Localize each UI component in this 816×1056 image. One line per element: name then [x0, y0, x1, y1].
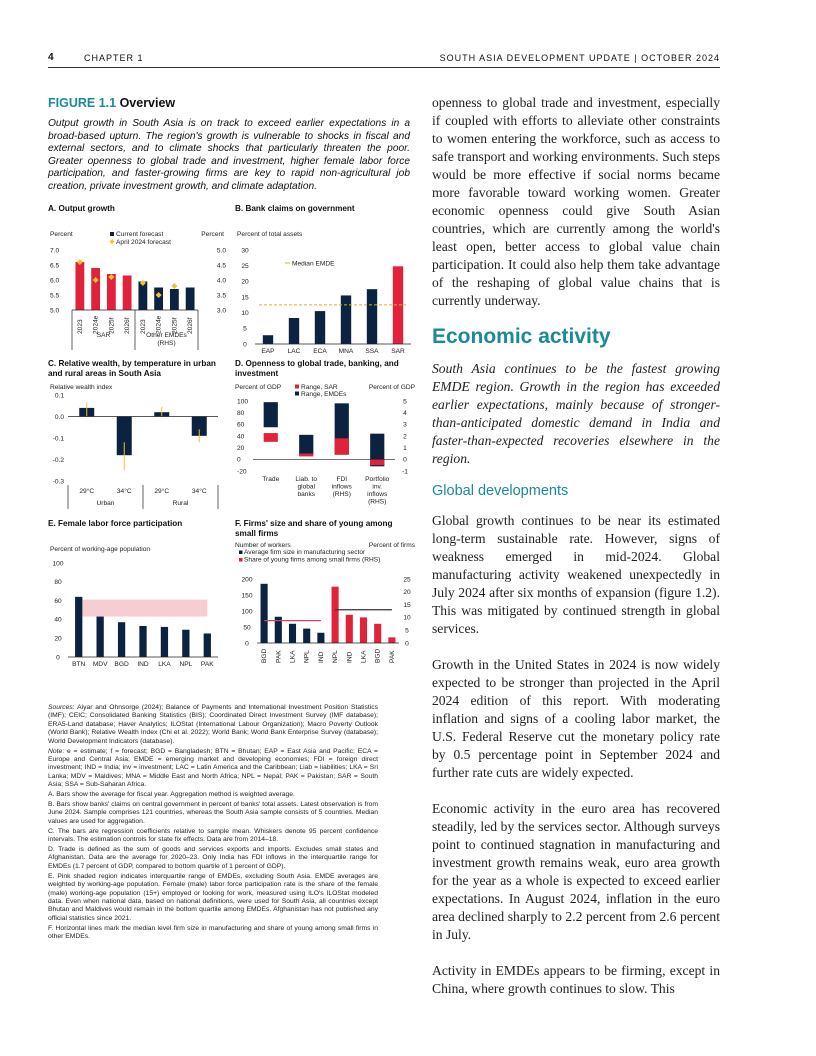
- body-paragraph: Economic activity in the euro area has recovered steadily, led by the services sector. Although surveys point to continued stagnation in manufacturing and investment growth remains weak, euro area growth for the year as a whole is expected to exceed earlier expectations. In August 2024, inflation in the euro area declined sharply to 2.2 percent from 2.6 percent in July.: [432, 801, 720, 942]
- tick-label-right: 3.0: [216, 306, 226, 314]
- bar: [374, 623, 381, 642]
- category-label: 2023: [139, 318, 147, 334]
- category-label: SAR: [391, 347, 405, 354]
- figure-notes: [48, 704, 378, 943]
- tick-label-right: 3.5: [216, 291, 226, 299]
- category-label: Portfolio: [365, 475, 390, 483]
- category-label: inv.: [372, 483, 383, 491]
- bar: [182, 629, 189, 656]
- tick-label-right: 0: [405, 639, 409, 647]
- figure-subtitle: Output growth in South Asia is on track to exceed earlier expectations in a broad-based upturn. The region's growth is vulnerable to shocks in fiscal and external sectors, and to climate shocks that particularly threaten the poor. Greater openness to global trade and investment, higher female labor force participation, and faster-growing firms are key to rapid non-agricultural job creation, private investment growth, and climate adaptation.: [48, 118, 410, 192]
- panel-a-title: A. Output growth: [48, 203, 115, 213]
- note-b: B. Bars show banks' claims on central government in percent of banks' total assets. Latest observation is from June 2024. Sample comprises 121 countries, whereas the South Asia sample consists of 5 countries. Median values are used for aggregation.: [48, 800, 378, 825]
- chart-female-lfp: [48, 541, 228, 681]
- tick-label: 80: [237, 409, 245, 417]
- category-label: ECA: [313, 347, 327, 354]
- legend-label: Median EMDE: [292, 260, 335, 268]
- category-label: (RHS): [368, 498, 387, 506]
- tick-label: 10: [241, 309, 249, 317]
- body-paragraph: Global growth continues to be near its estimated long-term sustainable rate. However, signs of weakness emerged in mid-2024. Global manufacturing activity weakened unexpectedly in July 2024 after six months of expansion (figure 1.2). This was mitigated by continued strength in global services.: [432, 513, 720, 636]
- tick-label-right: 0: [403, 456, 407, 464]
- chart-output-growth: [48, 226, 228, 354]
- note-f: F. Horizontal lines mark the median level firm size in manufacturing and share of young among small firms in other EMDEs.: [48, 924, 378, 941]
- panel-c: [48, 359, 228, 514]
- note-e: E. Pink shaded region indicates interquartile range of EMDEs, excluding South Asia. EMDE averages are weighted by working-age population. Female (male) labor force participation rate is the share of the female (male) working-age population (15+) employed or looking for work, measured using ILO's ILOStat modeled data. Even when national data, based on national definitions, were used for South Asia, all countries except Bhutan and Maldives would remain in the bottom quartile among EMDEs. Afghanistan has not published any official statistics since 2021.: [48, 872, 378, 922]
- y-axis-label: Percent of GDP: [235, 383, 282, 391]
- category-label: LKA: [360, 650, 368, 663]
- bar: [186, 287, 195, 310]
- category-label: BGD: [114, 660, 129, 668]
- bar: [97, 616, 104, 656]
- bar: [161, 626, 168, 656]
- tick-label-right: 5: [403, 397, 407, 405]
- legend-swatch: [239, 550, 243, 554]
- category-label: Liab. to: [295, 475, 318, 483]
- group-label: Other EMDEs: [146, 331, 187, 339]
- tick-label: 100: [241, 607, 253, 615]
- tick-label: 5.5: [50, 291, 60, 299]
- bar: [261, 583, 268, 642]
- forecast-marker: [171, 283, 177, 289]
- bar: [154, 287, 163, 310]
- legend-swatch: [295, 384, 299, 388]
- category-label: MNA: [338, 347, 354, 354]
- category-label: NPL: [303, 649, 311, 663]
- tick-label: 0: [237, 456, 241, 464]
- bar: [317, 632, 324, 642]
- y-axis-label: Relative wealth index: [50, 383, 113, 391]
- panel-a: [48, 204, 228, 359]
- category-label: NPL: [179, 660, 193, 668]
- category-label: MDV: [92, 660, 108, 668]
- emde-range-bar: [299, 434, 313, 454]
- tick-label: 0.1: [54, 391, 64, 399]
- chart-relative-wealth: [48, 381, 228, 509]
- tick-label-right: 2: [403, 432, 407, 440]
- bar: [303, 628, 310, 642]
- tick-label: 60: [54, 597, 62, 605]
- category-label: PAK: [275, 649, 283, 663]
- legend-swatch: [110, 232, 114, 236]
- figure-name: Overview: [119, 96, 176, 110]
- category-label: 2024e: [155, 315, 163, 334]
- category-label: 2026f: [124, 317, 132, 334]
- group-label: SAR: [96, 331, 111, 339]
- category-label: 29°C: [79, 487, 95, 495]
- figure-title: [48, 96, 410, 110]
- category-label: IND: [346, 651, 354, 663]
- tick-label-right: 1: [403, 444, 407, 452]
- tick-label: 30: [241, 246, 249, 254]
- panel-e: [48, 519, 228, 686]
- bar: [388, 637, 395, 643]
- category-label: IND: [137, 660, 149, 668]
- note-d: D. Trade is defined as the sum of goods and services exports and imports. Excludes small states and Afghanistan. Data are the average for 2020–23. Only India has FDI inflows in the interquartile range for EMDEs (1.7 percent of GDP, compared to bottom quartile of 1 percent of GDP).: [48, 846, 378, 870]
- note-c: C. The bars are regression coefficients relative to sample mean. Whiskers denote 95 percent confidence intervals. The estimation controls for state fix effects. Data are from 2014–18.: [48, 827, 378, 844]
- tick-label: 100: [237, 397, 249, 405]
- panel-e-title: E. Female labor force participation: [48, 518, 183, 528]
- subsection-heading-global-developments: Global developments: [432, 483, 569, 499]
- category-label: LKA: [158, 660, 171, 668]
- tick-label: 20: [241, 278, 249, 286]
- tick-label: 150: [241, 591, 253, 599]
- sar-range-bar: [335, 438, 349, 454]
- bar: [315, 311, 325, 344]
- panel-d-title: D. Openness to global trade, banking, and investment: [235, 358, 399, 378]
- tick-label: -0.3: [52, 477, 64, 485]
- category-label: IND: [317, 651, 325, 663]
- bar: [75, 262, 84, 310]
- report-title: SOUTH ASIA DEVELOPMENT UPDATE | OCTOBER 2024: [439, 53, 720, 63]
- tick-label: 40: [237, 432, 245, 440]
- bar: [367, 289, 377, 344]
- y-axis-label-right: Percent: [201, 230, 224, 238]
- tick-label: 80: [54, 578, 62, 586]
- chart-firms: [235, 541, 415, 686]
- category-label: BGD: [374, 648, 382, 663]
- chart-bank-claims: [235, 226, 415, 354]
- category-label: EAP: [261, 347, 275, 354]
- category-label: 2025f: [108, 317, 116, 334]
- bar: [332, 586, 339, 642]
- legend-marker: [110, 239, 115, 244]
- bar: [170, 289, 179, 310]
- tick-label: -0.1: [52, 434, 64, 442]
- legend-label: April 2024 forecast: [116, 238, 171, 246]
- body-paragraph: Growth in the United States in 2024 is now widely expected to be stronger than projected in the April 2024 edition of this report. With moderating inflation and signs of a cooling labor market, the U.S. Federal Reserve cut the monetary policy rate by 0.5 percentage point in September 2024 and further rate cuts are widely expected.: [432, 657, 720, 780]
- tick-label: 5.0: [50, 306, 60, 314]
- y-axis-label: Number of workers: [235, 541, 291, 549]
- bar: [123, 275, 132, 310]
- sar-range-bar: [299, 453, 313, 456]
- tick-label: 40: [54, 616, 62, 624]
- category-label: global: [297, 483, 316, 491]
- legend-label: Current forecast: [116, 230, 164, 238]
- tick-label: -0.2: [52, 456, 64, 464]
- abbrev-note: Note: e = estimate; f = forecast; BGD = Bangladesh; BTN = Bhutan; EAP = East Asia and Pacific; ECA = Europe and Central Asia; EMDE = emerging market and developing economies; FDI = foreign direct investment; IND = India; inv = investment; LAC = Latin America and the Caribbean; Liab = liabilities; LKA = Sri Lanka; MDV = Maldives; MNA = Middle East and North Africa; NPL = Nepal; PAK = Pakistan; SAR = South Asia; SSA = Sub-Saharan Africa.: [48, 747, 378, 789]
- tick-label: -20: [237, 467, 247, 475]
- category-label: 2024e: [92, 315, 100, 334]
- bar: [139, 626, 146, 657]
- chapter-label: CHAPTER 1: [84, 53, 144, 63]
- bar: [118, 622, 125, 657]
- category-label: inflows: [367, 490, 388, 498]
- sources-note: Sources: Aiyar and Ohnsorge (2024); Balance of Payments and International Investment Position Statistics (IMF); CEIC; Consolidated Banking Statistics (BIS); Coordinated Direct Investment Survey (IMF database); ERA5-Land database; Haver Analytics; ILOStat (International Labour Organization); Macro Poverty Outlook (World Bank); Relative Wealth Index (Chi et al. 2022); World Bank; World Bank Enterprise Survey (database); World Development Indicators (database).: [48, 704, 378, 745]
- bar: [204, 633, 211, 657]
- tick-label: 0: [56, 653, 60, 661]
- category-label: 2025f: [171, 317, 179, 334]
- bar: [360, 617, 367, 643]
- y-axis-label-right: Percent of firms: [368, 541, 415, 549]
- tick-label-right: 5: [405, 627, 409, 635]
- tick-label: 60: [237, 421, 245, 429]
- tick-label: 5: [243, 325, 247, 333]
- category-label: BGD: [261, 648, 269, 663]
- page-number: 4: [48, 52, 55, 63]
- category-label: 34°C: [191, 487, 207, 495]
- tick-label: 20: [237, 444, 245, 452]
- body-paragraph: openness to global trade and investment, especially if coupled with efforts to alleviate other constraints to women entering the workforce, such as access to safe transport and working environments. Such steps would be more effective if social norms became more favorable toward working women. Greater economic openness could give South Asian countries, which are currently among the world's least open, better access to global value chain participation. It could also help them take advantage of the reshaping of global value chains that is currently underway.: [432, 95, 720, 308]
- legend-swatch: [295, 391, 299, 395]
- category-label: Trade: [262, 475, 280, 483]
- figure-number: FIGURE 1.1: [48, 96, 117, 110]
- tick-label-right: 15: [403, 601, 411, 609]
- tick-label: 200: [241, 575, 253, 583]
- category-label: 2023: [76, 318, 84, 334]
- note-a: A. Bars show the average for fiscal year. Aggregation method is weighted average.: [48, 791, 295, 799]
- category-label: inflows: [331, 483, 352, 491]
- legend-label: Average firm size in manufacturing sector: [244, 548, 366, 556]
- sar-range-bar: [264, 433, 278, 442]
- figure-panels: [48, 203, 415, 679]
- legend-label: Range, SAR: [301, 383, 338, 391]
- tick-label: 100: [52, 559, 64, 567]
- bar: [289, 318, 299, 344]
- panel-f-title: F. Firms' size and share of young among small firms: [235, 518, 393, 538]
- y-axis-label: Percent: [50, 230, 73, 238]
- tick-label: 7.0: [50, 246, 60, 254]
- tick-label-right: -1: [402, 467, 408, 475]
- panel-d: [235, 359, 415, 526]
- category-label: FDI: [336, 475, 348, 483]
- category-label: 29°C: [154, 487, 170, 495]
- section-heading-economic-activity: Economic activity: [432, 325, 611, 348]
- category-label: NPL: [332, 649, 340, 663]
- bar: [341, 295, 351, 344]
- bar: [289, 623, 296, 642]
- body-paragraph: Activity in EMDEs appears to be firming, except in China, where growth continues to slow. This: [432, 963, 720, 996]
- tick-label-right: 4.0: [216, 276, 226, 284]
- sar-range-bar: [370, 459, 384, 465]
- tick-label: 6.0: [50, 276, 60, 284]
- tick-label-right: 25: [403, 575, 411, 583]
- category-label: 34°C: [116, 487, 132, 495]
- tick-label: 0: [245, 639, 249, 647]
- bar: [263, 335, 273, 344]
- category-label: BTN: [72, 660, 86, 668]
- tick-label-right: 4: [403, 409, 407, 417]
- y-axis-label: Percent of total assets: [237, 230, 303, 238]
- tick-label-right: 4.5: [216, 261, 226, 269]
- emde-range-bar: [264, 402, 278, 427]
- page-header: [48, 52, 720, 68]
- tick-label: 0: [243, 340, 247, 348]
- tick-label-right: 10: [403, 614, 411, 622]
- y-axis-label-right: Percent of GDP: [368, 383, 415, 391]
- tick-label: 50: [243, 623, 251, 631]
- tick-label: 20: [54, 635, 62, 643]
- figure-column: [48, 96, 415, 679]
- tick-label: 6.5: [50, 261, 60, 269]
- legend-label: Range, EMDEs: [301, 390, 347, 398]
- panel-b-title: B. Bank claims on government: [235, 203, 355, 213]
- tick-label: 25: [241, 262, 249, 270]
- bar: [346, 614, 353, 642]
- panel-c-title: C. Relative wealth, by temperature in urban and rural areas in South Asia: [48, 358, 216, 378]
- legend-label: Share of young firms among small firms (RHS): [244, 556, 381, 564]
- category-label: (RHS): [332, 490, 351, 498]
- group-label: Urban: [96, 499, 115, 507]
- group-label: Rural: [172, 499, 189, 507]
- tick-label-right: 20: [403, 588, 411, 596]
- body-column: [432, 94, 720, 1016]
- category-label: PAK: [388, 649, 396, 663]
- panel-f: [235, 519, 415, 691]
- bar: [91, 268, 100, 310]
- panel-b: [235, 204, 415, 359]
- category-label: LKA: [289, 650, 297, 663]
- legend-swatch: [239, 558, 243, 562]
- category-label: PAK: [200, 660, 214, 668]
- category-label: 2026f: [187, 317, 195, 334]
- chart-openness: [235, 381, 415, 521]
- group-label: (RHS): [157, 339, 176, 347]
- category-label: SSA: [365, 347, 379, 354]
- tick-label: 15: [241, 293, 249, 301]
- section-lead: South Asia continues to be the fastest growing EMDE region. Growth in the region has exceeded earlier expectations, mainly because of stronger-than-anticipated domestic demand in India and faster-than-expected recoveries elsewhere in the region.: [432, 361, 720, 466]
- tick-label-right: 5.0: [216, 246, 226, 254]
- category-label: LAC: [287, 347, 301, 354]
- tick-label: 0.0: [54, 413, 64, 421]
- bar: [75, 596, 82, 656]
- y-axis-label: Percent of working-age population: [50, 545, 151, 553]
- category-label: banks: [297, 490, 316, 498]
- tick-label-right: 3: [403, 421, 407, 429]
- interquartile-shading: [81, 599, 207, 616]
